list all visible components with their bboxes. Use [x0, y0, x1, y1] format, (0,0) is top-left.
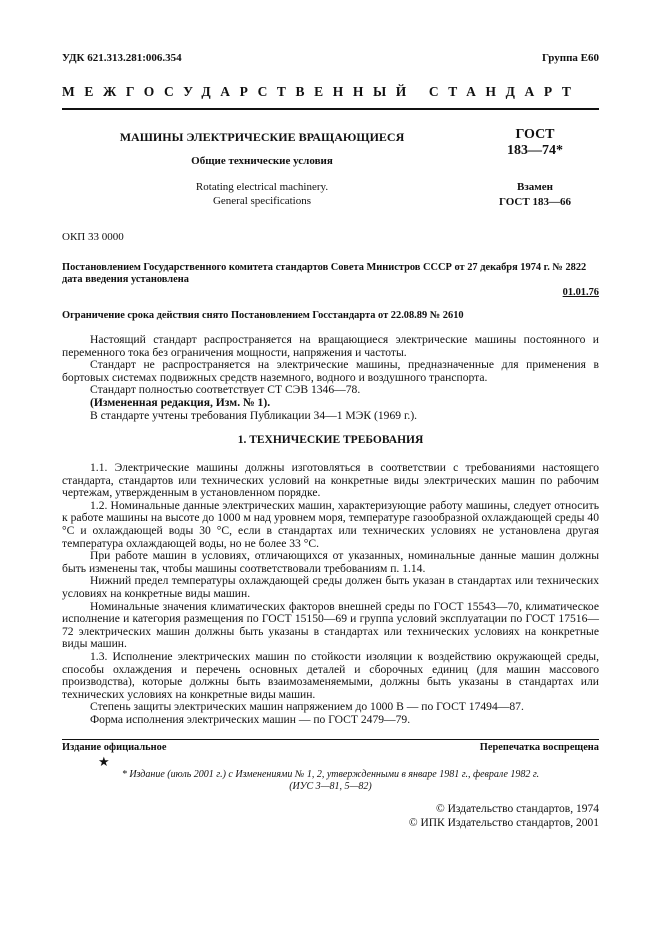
- gost-designation: [470, 127, 600, 159]
- decree-line1: Постановлением Государственного комитета стандартов Совета Министров СССР от 27 декабря 1974 г. № 2822: [62, 262, 587, 273]
- intro-section: [62, 334, 599, 422]
- header-divider: [62, 108, 599, 110]
- star-icon: ★: [98, 754, 110, 769]
- udk-code: УДК 621.313.281:006.354: [62, 52, 182, 64]
- footer-divider: [62, 739, 599, 740]
- section-heading: 1. ТЕХНИЧЕСКИЕ ТРЕБОВАНИЯ: [237, 434, 424, 446]
- reprint-notice: Перепечатка воспрещена: [479, 742, 599, 753]
- clause-1-1: 1.1. Электрические машины должны изготовляться в соответствии с требованиями настоящего стандарта, стандартов или технических условий на конкретные виды электрических машин по рабочим чертежам, утвержденным в установленном порядке.: [62, 461, 599, 500]
- introduction-date: 01.01.76: [562, 287, 599, 298]
- clause-1-2: 1.2. Номинальные данные электрических машин, характеризующие работу машины, следует относить к работе машины на высоте до 1000 м над уровнем моря, температуре газообразной охлаждающей среды 40 °С и охлаждающей воды 30 °С, если в стандартах или технических условиях не установлена другая температура охлаждающей воды, но не более 33 °С.: [62, 498, 599, 550]
- section1-body: [62, 462, 599, 726]
- english-title: [62, 180, 462, 208]
- clause-1-2-conditions: При работе машин в условиях, отличающихся от указанных, номинальные данные машин должны быть изменены так, чтобы машины соответствовали требованиям п. 1.14.: [62, 549, 599, 575]
- edition-footnote: [62, 769, 599, 793]
- official-edition: Издание официальное: [62, 742, 167, 753]
- edition-footnote-line1: * Издание (июль 2001 г.) с Изменениями № 1, 2, утвержденными в январе 1981 г., феврале 1982 г.: [121, 769, 540, 780]
- decree-line2: дата введения установлена: [62, 274, 189, 285]
- okp-code: ОКП 33 0000: [62, 231, 124, 243]
- copyright-1974: © Издательство стандартов, 1974: [435, 803, 599, 815]
- decree-text: [62, 262, 599, 286]
- intro-paragraph-scope: Настоящий стандарт распространяется на вращающиеся электрические машины постоянного и переменного тока без ограничения мощности, напряжения и частоты.: [62, 333, 599, 359]
- replaced-standard: [470, 180, 600, 210]
- clause-1-2-lower-limit: Нижний предел температуры охлаждающей среды должен быть указан в стандартах или технических условиях на конкретные виды машин.: [62, 574, 599, 600]
- edition-footnote-line2: (ИУС 3—81, 5—82): [289, 781, 372, 792]
- document-title: МАШИНЫ ЭЛЕКТРИЧЕСКИЕ ВРАЩАЮЩИЕСЯ: [119, 130, 405, 144]
- english-title-line2: General specifications: [212, 195, 312, 207]
- copyright-2001: © ИПК Издательство стандартов, 2001: [408, 817, 599, 829]
- intro-paragraph-amendment: (Измененная редакция, Изм. № 1).: [90, 395, 271, 409]
- intro-paragraph-exclusion: Стандарт не распространяется на электрические машины, предназначенные для применения в бортовых системах подвижных средств наземного, водного и воздушного транспорта.: [62, 358, 599, 384]
- copyright-block: [409, 802, 599, 830]
- gost-label: ГОСТ: [515, 127, 555, 142]
- intro-paragraph-sev: Стандарт полностью соответствует СТ СЭВ 1346—78.: [90, 383, 361, 397]
- clause-1-2-climatic: Номинальные значения климатических факторов внешней среды по ГОСТ 15543—70, климатическое исполнение и категория размещения по ГОСТ 15150—69 и группа условий эксплуатации по ГОСТ 17516—72 электрических машин должны быть указаны в стандартах или технических условиях на конкретные виды машин.: [62, 599, 599, 651]
- clause-1-3-protection: Степень защиты электрических машин напряжением до 1000 В — по ГОСТ 17494—87.: [90, 700, 524, 714]
- validity-limit-note: Ограничение срока действия снято Постановлением Госстандарта от 22.08.89 № 2610: [62, 310, 464, 321]
- replace-gost: ГОСТ 183—66: [499, 196, 571, 208]
- standard-banner: МЕЖГОСУДАРСТВЕННЫЙ СТАНДАРТ: [62, 84, 581, 99]
- intro-paragraph-iec: В стандарте учтены требования Публикации 34—1 МЭК (1969 г.).: [90, 408, 418, 422]
- replace-label: Взамен: [517, 181, 553, 193]
- group-code: Группа Е60: [541, 52, 599, 64]
- clause-1-3: 1.3. Исполнение электрических машин по стойкости изоляции к воздействию окружающей среды, способы охлаждения и перечень основных деталей и сборочных единиц (для машин массового производства), которые должны быть взаимозаменяемыми, должны быть указаны в стандартах или технических условиях на конкретные виды машин.: [62, 649, 599, 701]
- document-subtitle: Общие технические условия: [191, 155, 333, 167]
- clause-1-3-form: Форма исполнения электрических машин — по ГОСТ 2479—79.: [90, 712, 411, 726]
- gost-number: 183—74*: [507, 143, 563, 158]
- english-title-line1: Rotating electrical machinery.: [195, 181, 329, 193]
